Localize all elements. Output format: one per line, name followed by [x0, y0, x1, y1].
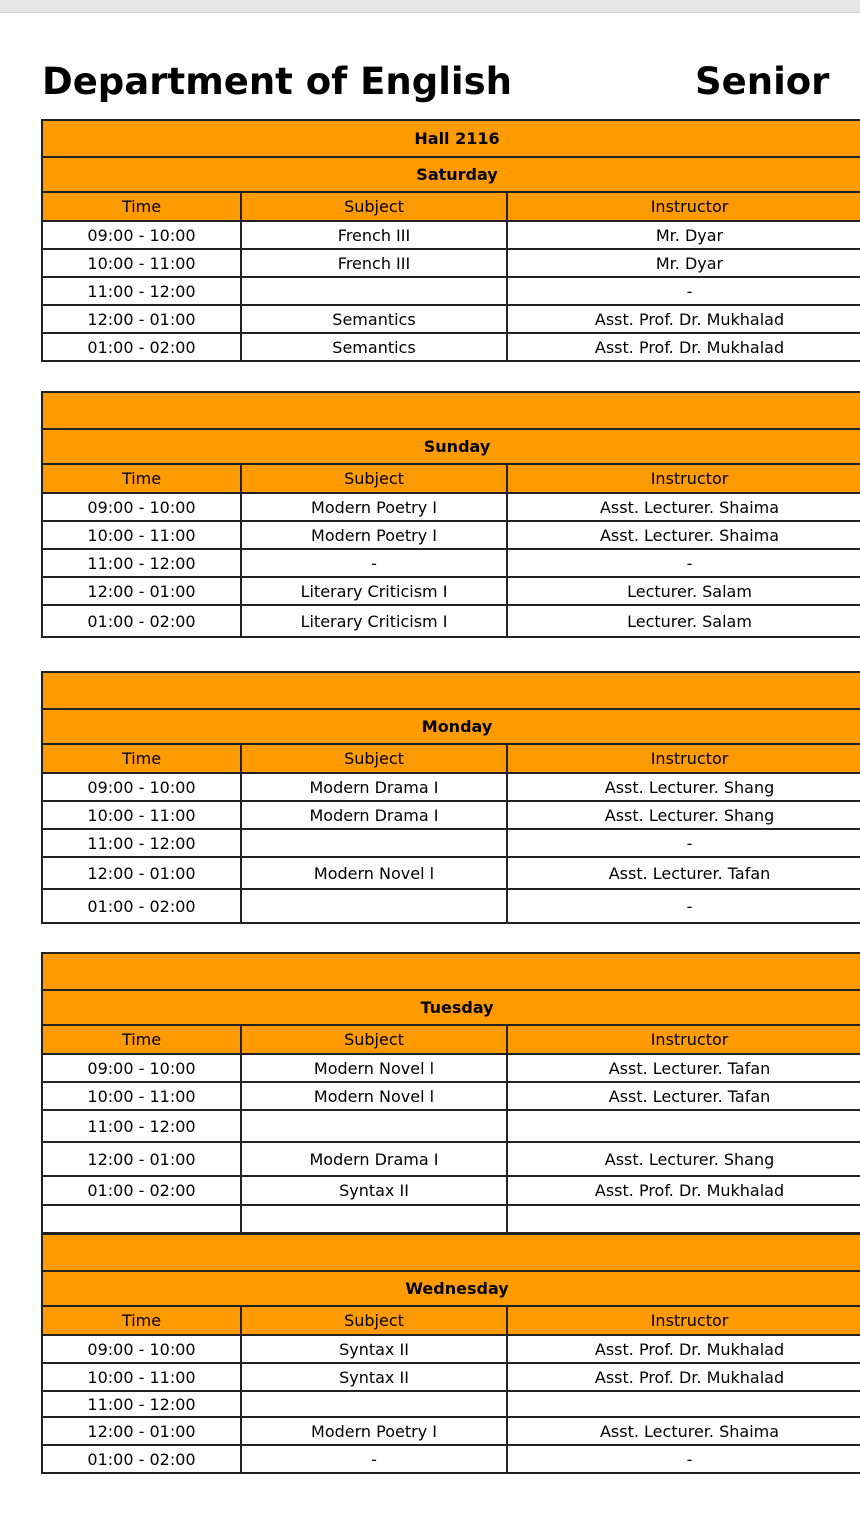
- time-cell: 01:00 - 02:00: [42, 1176, 241, 1205]
- table-row: [42, 249, 860, 277]
- instructor-cell: Asst. Lecturer. Shang: [507, 1142, 860, 1176]
- subject-cell: Modern Novel l: [241, 857, 507, 889]
- subject-cell: Modern Novel l: [241, 1082, 507, 1110]
- instructor-cell: Mr. Dyar: [507, 221, 860, 249]
- instructor-header: Instructor: [507, 464, 860, 493]
- instructor-cell: Mr. Dyar: [507, 249, 860, 277]
- time-cell: 11:00 - 12:00: [42, 277, 241, 305]
- day-title: Tuesday: [42, 990, 860, 1025]
- time-header: Time: [42, 464, 241, 493]
- subject-cell: Literary Criticism I: [241, 577, 507, 605]
- time-cell: [42, 1205, 241, 1233]
- instructor-cell: [507, 1110, 860, 1142]
- hall-label: [42, 1234, 860, 1271]
- time-cell: 12:00 - 01:00: [42, 1417, 241, 1445]
- instructor-cell: Asst. Lecturer. Shaima: [507, 493, 860, 521]
- time-cell: 11:00 - 12:00: [42, 549, 241, 577]
- instructor-cell: Asst. Lecturer. Shang: [507, 801, 860, 829]
- table-row: [42, 1110, 860, 1142]
- day-schedule-table: [41, 671, 860, 924]
- table-row: [42, 221, 860, 249]
- time-header: Time: [42, 1025, 241, 1054]
- time-header: Time: [42, 192, 241, 221]
- instructor-cell: [507, 1391, 860, 1417]
- hall-label: [42, 392, 860, 429]
- subject-cell: Modern Drama I: [241, 773, 507, 801]
- subject-cell: [241, 889, 507, 923]
- table-row: [42, 889, 860, 923]
- instructor-cell: [507, 1205, 860, 1233]
- subject-cell: -: [241, 549, 507, 577]
- time-header: Time: [42, 744, 241, 773]
- subject-cell: Modern Poetry I: [241, 521, 507, 549]
- instructor-cell: Asst. Prof. Dr. Mukhalad: [507, 1176, 860, 1205]
- table-row: [42, 1082, 860, 1110]
- subject-header: Subject: [241, 1306, 507, 1335]
- instructor-cell: -: [507, 829, 860, 857]
- instructor-cell: Asst. Prof. Dr. Mukhalad: [507, 1335, 860, 1363]
- time-cell: 10:00 - 11:00: [42, 521, 241, 549]
- department-title: Department of English: [42, 60, 512, 103]
- subject-cell: -: [241, 1445, 507, 1473]
- table-row: [42, 1142, 860, 1176]
- instructor-header: Instructor: [507, 744, 860, 773]
- time-cell: 11:00 - 12:00: [42, 1110, 241, 1142]
- time-cell: 09:00 - 10:00: [42, 1054, 241, 1082]
- table-row: [42, 1176, 860, 1205]
- subject-cell: [241, 277, 507, 305]
- day-schedule-table: [41, 119, 860, 362]
- subject-cell: Modern Novel l: [241, 1054, 507, 1082]
- day-schedule-table: [41, 952, 860, 1234]
- subject-cell: [241, 829, 507, 857]
- table-row: [42, 801, 860, 829]
- day-title: Wednesday: [42, 1271, 860, 1306]
- subject-cell: Semantics: [241, 305, 507, 333]
- time-cell: 09:00 - 10:00: [42, 493, 241, 521]
- subject-cell: French III: [241, 221, 507, 249]
- subject-cell: Literary Criticism I: [241, 605, 507, 637]
- instructor-header: Instructor: [507, 1306, 860, 1335]
- instructor-cell: Asst. Lecturer. Shang: [507, 773, 860, 801]
- instructor-cell: Asst. Prof. Dr. Mukhalad: [507, 305, 860, 333]
- table-row: [42, 1445, 860, 1473]
- time-cell: 12:00 - 01:00: [42, 305, 241, 333]
- instructor-cell: -: [507, 277, 860, 305]
- subject-cell: Syntax II: [241, 1363, 507, 1391]
- hall-label: Hall 2116: [42, 120, 860, 157]
- time-cell: 10:00 - 11:00: [42, 1363, 241, 1391]
- subject-cell: Syntax II: [241, 1176, 507, 1205]
- instructor-cell: Asst. Lecturer. Shaima: [507, 521, 860, 549]
- subject-cell: Semantics: [241, 333, 507, 361]
- instructor-cell: -: [507, 549, 860, 577]
- top-bar: [0, 0, 860, 13]
- subject-cell: Syntax II: [241, 1335, 507, 1363]
- subject-cell: French III: [241, 249, 507, 277]
- table-row: [42, 857, 860, 889]
- table-row: [42, 1335, 860, 1363]
- hall-label: [42, 953, 860, 990]
- table-row: [42, 605, 860, 637]
- subject-header: Subject: [241, 464, 507, 493]
- day-title: Sunday: [42, 429, 860, 464]
- time-cell: 12:00 - 01:00: [42, 857, 241, 889]
- instructor-cell: Asst. Lecturer. Shaima: [507, 1417, 860, 1445]
- time-cell: 10:00 - 11:00: [42, 1082, 241, 1110]
- instructor-cell: Asst. Lecturer. Tafan: [507, 857, 860, 889]
- time-cell: 12:00 - 01:00: [42, 577, 241, 605]
- time-cell: 01:00 - 02:00: [42, 1445, 241, 1473]
- instructor-header: Instructor: [507, 1025, 860, 1054]
- time-cell: 12:00 - 01:00: [42, 1142, 241, 1176]
- instructor-cell: Asst. Prof. Dr. Mukhalad: [507, 1363, 860, 1391]
- table-row: [42, 493, 860, 521]
- subject-cell: Modern Drama I: [241, 1142, 507, 1176]
- time-cell: 09:00 - 10:00: [42, 773, 241, 801]
- time-cell: 01:00 - 02:00: [42, 333, 241, 361]
- time-cell: 01:00 - 02:00: [42, 605, 241, 637]
- time-cell: 10:00 - 11:00: [42, 801, 241, 829]
- time-cell: 10:00 - 11:00: [42, 249, 241, 277]
- table-row: [42, 333, 860, 361]
- instructor-cell: -: [507, 1445, 860, 1473]
- subject-header: Subject: [241, 1025, 507, 1054]
- subject-cell: [241, 1205, 507, 1233]
- subject-cell: [241, 1391, 507, 1417]
- day-title: Monday: [42, 709, 860, 744]
- table-row: [42, 829, 860, 857]
- table-row: [42, 305, 860, 333]
- subject-cell: Modern Poetry I: [241, 493, 507, 521]
- instructor-header: Instructor: [507, 192, 860, 221]
- time-cell: 01:00 - 02:00: [42, 889, 241, 923]
- table-row: [42, 277, 860, 305]
- day-title: Saturday: [42, 157, 860, 192]
- instructor-cell: Asst. Lecturer. Tafan: [507, 1054, 860, 1082]
- level-title: Senior: [695, 60, 830, 103]
- table-row: [42, 521, 860, 549]
- instructor-cell: Asst. Prof. Dr. Mukhalad: [507, 333, 860, 361]
- hall-label: [42, 672, 860, 709]
- column-header-row: [42, 192, 860, 221]
- table-row: [42, 1205, 860, 1233]
- table-row: [42, 1391, 860, 1417]
- time-header: Time: [42, 1306, 241, 1335]
- column-header-row: [42, 464, 860, 493]
- instructor-cell: Lecturer. Salam: [507, 577, 860, 605]
- table-row: [42, 773, 860, 801]
- table-row: [42, 1363, 860, 1391]
- day-schedule-table: [41, 1233, 860, 1474]
- column-header-row: [42, 744, 860, 773]
- time-cell: 09:00 - 10:00: [42, 221, 241, 249]
- subject-cell: Modern Poetry I: [241, 1417, 507, 1445]
- table-row: [42, 1054, 860, 1082]
- subject-header: Subject: [241, 192, 507, 221]
- subject-cell: Modern Drama I: [241, 801, 507, 829]
- time-cell: 11:00 - 12:00: [42, 829, 241, 857]
- subject-header: Subject: [241, 744, 507, 773]
- time-cell: 11:00 - 12:00: [42, 1391, 241, 1417]
- table-row: [42, 549, 860, 577]
- table-row: [42, 577, 860, 605]
- instructor-cell: Asst. Lecturer. Tafan: [507, 1082, 860, 1110]
- column-header-row: [42, 1306, 860, 1335]
- table-row: [42, 1417, 860, 1445]
- column-header-row: [42, 1025, 860, 1054]
- day-schedule-table: [41, 391, 860, 638]
- instructor-cell: Lecturer. Salam: [507, 605, 860, 637]
- time-cell: 09:00 - 10:00: [42, 1335, 241, 1363]
- subject-cell: [241, 1110, 507, 1142]
- instructor-cell: -: [507, 889, 860, 923]
